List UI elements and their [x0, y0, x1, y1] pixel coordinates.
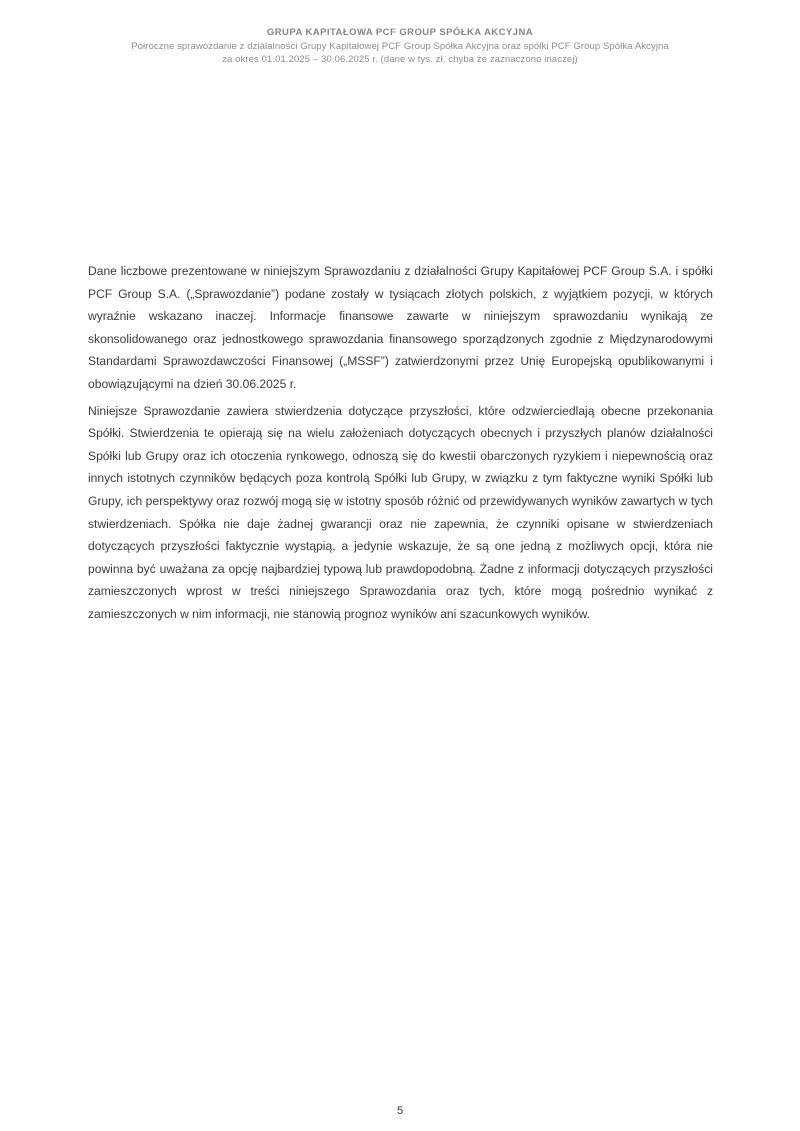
page-footer: [0, 1104, 800, 1118]
page-number: 5: [396, 1105, 404, 1117]
page-header: [40, 26, 760, 67]
document-body: [88, 260, 713, 630]
paragraph-financial-data-note: Dane liczbowe prezentowane w niniejszym Sprawozdaniu z działalności Grupy Kapitałowej PCF Group S.A. i spółki PCF Group S.A. („Sprawozdanie”) podane zostały w tysiącach złotych polskich, z wyjątkiem pozycji, w których wyraźnie wskazano inaczej. Informacje finansowe zawarte w niniejszym sprawozdaniu wynikają ze skonsolidowanego oraz jednostkowego sprawozdania finansowego sporządzonych zgodnie z Międzynarodowymi Standardami Sprawozdawczości Finansowej („MSSF”) zatwierdzonymi przez Unię Europejską opublikowanymi i obowiązującymi na dzień 30.06.2025 r.: [88, 264, 713, 391]
report-subtitle-line-1: Półroczne sprawozdanie z działalności Grupy Kapitałowej PCF Group Spółka Akcyjna oraz spółki PCF Group Spółka Akcyjna: [131, 40, 669, 52]
paragraph-forward-looking-statements: Niniejsze Sprawozdanie zawiera stwierdzenia dotyczące przyszłości, które odzwierciedlają obecne przekonania Spółki. Stwierdzenia te opierają się na wielu założeniach dotyczących obecnych i przyszłych planów działalności Spółki lub Grupy oraz ich otoczenia rynkowego, odnoszą się do kwestii obarczonych ryzykiem i niepewnością oraz innych istotnych czynników będących poza kontrolą Spółki lub Grupy, w związku z tym faktyczne wyniki Spółki lub Grupy, ich perspektywy oraz rozwój mogą się w istotny sposób różnić od przewidywanych wyników zawartych w tych stwierdzeniach. Spółka nie daje żadnej gwarancji oraz nie zapewnia, że czynniki opisane w stwierdzeniach dotyczących przyszłości faktycznie wystąpią, a jedynie wskazuje, że są one jedną z możliwych opcji, która nie powinna być uważana za opcję najbardziej typową lub prawdopodobną. Żadne z informacji dotyczących przyszłości zamieszczonych wprost w treści niniejszego Sprawozdania oraz tych, które mogą pośrednio wynikać z zamieszczonych w nim informacji, nie stanowią prognoz wyników ani szacunkowych wyników.: [88, 403, 713, 621]
report-subtitle-line-2: za okres 01.01.2025 – 30.06.2025 r. (dane w tys. zł, chyba że zaznaczono inaczej): [222, 54, 578, 65]
company-name-heading: GRUPA KAPITAŁOWA PCF GROUP SPÓŁKA AKCYJNA: [266, 27, 534, 38]
